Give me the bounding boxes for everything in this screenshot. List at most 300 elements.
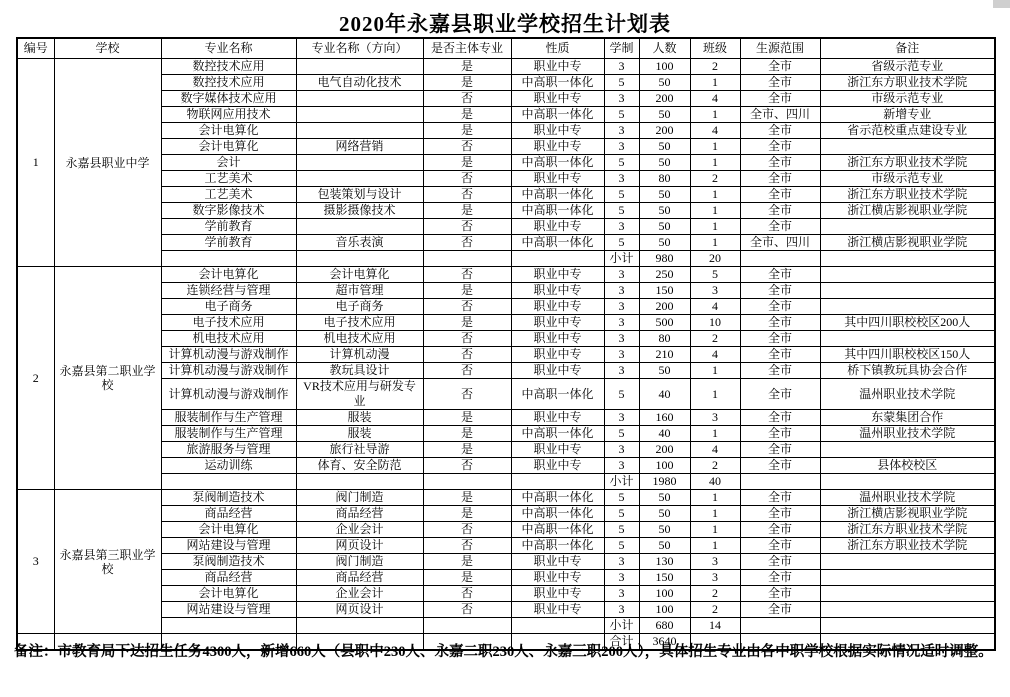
class-count: 1 (690, 522, 740, 538)
student-count: 50 (639, 155, 690, 171)
major-direction: 教玩具设计 (296, 363, 423, 379)
duration: 3 (604, 315, 639, 331)
major-direction: 商品经营 (296, 506, 423, 522)
student-count: 100 (639, 602, 690, 618)
source-region: 全市、四川 (740, 107, 820, 123)
class-count: 1 (690, 490, 740, 506)
school-number: 1 (17, 59, 54, 267)
duration: 5 (604, 203, 639, 219)
subtotal-classes: 40 (690, 474, 740, 490)
table-row (17, 522, 995, 538)
major-direction (296, 123, 423, 139)
nature: 职业中专 (511, 331, 604, 347)
col-header: 班级 (690, 38, 740, 59)
student-count: 50 (639, 187, 690, 203)
nature: 职业中专 (511, 267, 604, 283)
nature: 职业中专 (511, 139, 604, 155)
remark: 浙江横店影视职业学院 (820, 506, 995, 522)
table-row (17, 203, 995, 219)
student-count: 50 (639, 75, 690, 91)
major-direction: 计算机动漫 (296, 347, 423, 363)
source-region: 全市 (740, 458, 820, 474)
major-name: 会计电算化 (161, 139, 296, 155)
student-count: 150 (639, 283, 690, 299)
source-region: 全市 (740, 155, 820, 171)
duration: 3 (604, 554, 639, 570)
duration: 3 (604, 586, 639, 602)
empty-cell (296, 251, 423, 267)
is-main-major: 否 (423, 602, 511, 618)
table-row (17, 347, 995, 363)
major-name: 数控技术应用 (161, 75, 296, 91)
student-count: 40 (639, 426, 690, 442)
source-region: 全市 (740, 570, 820, 586)
class-count: 1 (690, 235, 740, 251)
source-region: 全市 (740, 506, 820, 522)
empty-cell (511, 251, 604, 267)
student-count: 200 (639, 442, 690, 458)
remark: 浙江横店影视职业学院 (820, 235, 995, 251)
major-direction: 网页设计 (296, 602, 423, 618)
table-row (17, 283, 995, 299)
subtotal-students: 680 (639, 618, 690, 634)
duration: 3 (604, 347, 639, 363)
duration: 3 (604, 363, 639, 379)
empty-cell (820, 618, 995, 634)
empty-cell (740, 474, 820, 490)
empty-cell (740, 251, 820, 267)
col-header: 专业名称（方向） (296, 38, 423, 59)
student-count: 50 (639, 538, 690, 554)
source-region: 全市 (740, 299, 820, 315)
col-header: 备注 (820, 38, 995, 59)
nature: 中高职一体化 (511, 538, 604, 554)
remark: 温州职业技术学院 (820, 379, 995, 410)
major-direction: 企业会计 (296, 586, 423, 602)
duration: 5 (604, 490, 639, 506)
duration: 5 (604, 538, 639, 554)
duration: 3 (604, 139, 639, 155)
student-count: 40 (639, 379, 690, 410)
class-count: 3 (690, 570, 740, 586)
nature: 职业中专 (511, 123, 604, 139)
remark: 温州职业技术学院 (820, 490, 995, 506)
major-direction (296, 59, 423, 75)
duration: 5 (604, 155, 639, 171)
table-row (17, 299, 995, 315)
duration: 3 (604, 458, 639, 474)
major-direction: 电气自动化技术 (296, 75, 423, 91)
source-region: 全市 (740, 75, 820, 91)
source-region: 全市 (740, 203, 820, 219)
source-region: 全市 (740, 267, 820, 283)
col-header: 人数 (639, 38, 690, 59)
major-name: 电子技术应用 (161, 315, 296, 331)
major-name: 旅游服务与管理 (161, 442, 296, 458)
source-region: 全市 (740, 331, 820, 347)
remark (820, 139, 995, 155)
remark: 东蒙集团合作 (820, 410, 995, 426)
class-count: 2 (690, 171, 740, 187)
is-main-major: 否 (423, 379, 511, 410)
remark (820, 219, 995, 235)
remark: 省示范校重点建设专业 (820, 123, 995, 139)
student-count: 50 (639, 203, 690, 219)
nature: 职业中专 (511, 347, 604, 363)
subtotal-label: 小计 (604, 618, 639, 634)
remark: 浙江东方职业技术学院 (820, 75, 995, 91)
remark: 其中四川职校校区150人 (820, 347, 995, 363)
subtotal-label: 小计 (604, 251, 639, 267)
class-count: 1 (690, 379, 740, 410)
source-region: 全市 (740, 379, 820, 410)
nature: 中高职一体化 (511, 75, 604, 91)
nature: 职业中专 (511, 315, 604, 331)
source-region: 全市 (740, 171, 820, 187)
major-name: 会计电算化 (161, 267, 296, 283)
remark: 县体校校区 (820, 458, 995, 474)
col-header: 学校 (54, 38, 161, 59)
empty-cell (161, 618, 296, 634)
nature: 职业中专 (511, 410, 604, 426)
empty-cell (511, 618, 604, 634)
student-count: 200 (639, 123, 690, 139)
empty-cell (423, 474, 511, 490)
is-main-major: 是 (423, 442, 511, 458)
empty-cell (161, 251, 296, 267)
nature: 中高职一体化 (511, 107, 604, 123)
remark (820, 442, 995, 458)
is-main-major: 是 (423, 59, 511, 75)
duration: 3 (604, 123, 639, 139)
remark (820, 299, 995, 315)
class-count: 1 (690, 426, 740, 442)
major-direction: 机电技术应用 (296, 331, 423, 347)
duration: 5 (604, 107, 639, 123)
student-count: 210 (639, 347, 690, 363)
source-region: 全市 (740, 490, 820, 506)
major-direction: 电子商务 (296, 299, 423, 315)
table-row (17, 602, 995, 618)
remark: 省级示范专业 (820, 59, 995, 75)
remark (820, 331, 995, 347)
is-main-major: 是 (423, 203, 511, 219)
table-row (17, 315, 995, 331)
major-name: 数字影像技术 (161, 203, 296, 219)
student-count: 100 (639, 586, 690, 602)
source-region: 全市 (740, 283, 820, 299)
empty-cell (820, 251, 995, 267)
total-label: 合计 (604, 634, 639, 651)
empty-cell (296, 474, 423, 490)
major-direction: 企业会计 (296, 522, 423, 538)
major-direction (296, 91, 423, 107)
empty-cell (511, 474, 604, 490)
empty-cell (161, 474, 296, 490)
is-main-major: 是 (423, 426, 511, 442)
major-name: 工艺美术 (161, 187, 296, 203)
is-main-major: 否 (423, 586, 511, 602)
duration: 3 (604, 602, 639, 618)
class-count: 2 (690, 586, 740, 602)
remark: 浙江东方职业技术学院 (820, 538, 995, 554)
source-region: 全市 (740, 187, 820, 203)
major-direction: 会计电算化 (296, 267, 423, 283)
class-count: 2 (690, 331, 740, 347)
major-name: 会计 (161, 155, 296, 171)
col-header: 生源范围 (740, 38, 820, 59)
is-main-major: 否 (423, 91, 511, 107)
student-count: 50 (639, 139, 690, 155)
major-direction: 阀门制造 (296, 554, 423, 570)
class-count: 1 (690, 139, 740, 155)
major-direction: 超市管理 (296, 283, 423, 299)
class-count: 2 (690, 59, 740, 75)
major-direction: 阀门制造 (296, 490, 423, 506)
subtotal-students: 980 (639, 251, 690, 267)
is-main-major: 否 (423, 522, 511, 538)
nature: 职业中专 (511, 299, 604, 315)
school-name: 永嘉县第三职业学校 (54, 490, 161, 634)
is-main-major: 否 (423, 171, 511, 187)
duration: 5 (604, 235, 639, 251)
student-count: 130 (639, 554, 690, 570)
class-count: 3 (690, 283, 740, 299)
is-main-major: 否 (423, 187, 511, 203)
subtotal-row (17, 474, 995, 490)
remark (820, 586, 995, 602)
class-count: 1 (690, 506, 740, 522)
student-count: 160 (639, 410, 690, 426)
nature: 中高职一体化 (511, 379, 604, 410)
nature: 职业中专 (511, 171, 604, 187)
table-row (17, 139, 995, 155)
student-count: 80 (639, 331, 690, 347)
school-name: 永嘉县第二职业学校 (54, 267, 161, 490)
student-count: 100 (639, 59, 690, 75)
duration: 3 (604, 171, 639, 187)
major-name: 商品经营 (161, 506, 296, 522)
empty-cell (740, 618, 820, 634)
major-direction: 音乐表演 (296, 235, 423, 251)
subtotal-classes: 14 (690, 618, 740, 634)
table-row (17, 235, 995, 251)
nature: 职业中专 (511, 458, 604, 474)
class-count: 1 (690, 538, 740, 554)
major-direction: 服装 (296, 426, 423, 442)
source-region: 全市 (740, 410, 820, 426)
table-row (17, 426, 995, 442)
source-region: 全市 (740, 219, 820, 235)
nature: 中高职一体化 (511, 506, 604, 522)
major-name: 泵阀制造技术 (161, 490, 296, 506)
source-region: 全市 (740, 139, 820, 155)
duration: 3 (604, 299, 639, 315)
table-header (17, 38, 995, 59)
is-main-major: 是 (423, 107, 511, 123)
major-direction: 摄影摄像技术 (296, 203, 423, 219)
class-count: 3 (690, 410, 740, 426)
footnote: 备注：市教育局下达招生任务4300人，新增660人（县职中230人、永嘉二职230人、永嘉三职200人），具体招生专业由各中职学校根据实际情况适时调整。 (14, 644, 993, 660)
source-region: 全市 (740, 426, 820, 442)
table-row (17, 570, 995, 586)
table-row (17, 379, 995, 410)
class-count: 1 (690, 219, 740, 235)
table-row (17, 331, 995, 347)
major-direction: 服装 (296, 410, 423, 426)
student-count: 200 (639, 91, 690, 107)
class-count: 1 (690, 203, 740, 219)
scrollbar-fragment (993, 0, 1010, 8)
nature: 职业中专 (511, 554, 604, 570)
student-count: 50 (639, 219, 690, 235)
student-count: 250 (639, 267, 690, 283)
major-name: 连锁经营与管理 (161, 283, 296, 299)
major-name: 泵阀制造技术 (161, 554, 296, 570)
class-count: 1 (690, 187, 740, 203)
is-main-major: 否 (423, 347, 511, 363)
table-row (17, 410, 995, 426)
duration: 5 (604, 506, 639, 522)
major-name: 数字媒体技术应用 (161, 91, 296, 107)
class-count: 4 (690, 299, 740, 315)
nature: 职业中专 (511, 586, 604, 602)
student-count: 50 (639, 490, 690, 506)
class-count: 3 (690, 554, 740, 570)
is-main-major: 否 (423, 139, 511, 155)
duration: 3 (604, 442, 639, 458)
table-row (17, 538, 995, 554)
duration: 5 (604, 426, 639, 442)
is-main-major: 否 (423, 235, 511, 251)
duration: 3 (604, 570, 639, 586)
table-row (17, 586, 995, 602)
nature: 职业中专 (511, 219, 604, 235)
is-main-major: 否 (423, 299, 511, 315)
major-direction: 网页设计 (296, 538, 423, 554)
nature: 职业中专 (511, 283, 604, 299)
major-direction: 电子技术应用 (296, 315, 423, 331)
empty-cell (820, 474, 995, 490)
subtotal-label: 小计 (604, 474, 639, 490)
school-name: 永嘉县职业中学 (54, 59, 161, 267)
duration: 3 (604, 410, 639, 426)
nature: 中高职一体化 (511, 426, 604, 442)
student-count: 50 (639, 235, 690, 251)
is-main-major: 否 (423, 219, 511, 235)
is-main-major: 是 (423, 155, 511, 171)
is-main-major: 是 (423, 554, 511, 570)
table-row (17, 554, 995, 570)
major-direction: 旅行社导游 (296, 442, 423, 458)
source-region: 全市 (740, 123, 820, 139)
student-count: 80 (639, 171, 690, 187)
major-direction: 包装策划与设计 (296, 187, 423, 203)
source-region: 全市 (740, 363, 820, 379)
major-name: 机电技术应用 (161, 331, 296, 347)
student-count: 50 (639, 506, 690, 522)
is-main-major: 是 (423, 123, 511, 139)
major-name: 商品经营 (161, 570, 296, 586)
col-header: 性质 (511, 38, 604, 59)
nature: 中高职一体化 (511, 187, 604, 203)
source-region: 全市 (740, 538, 820, 554)
header-row (17, 38, 995, 59)
class-count: 1 (690, 363, 740, 379)
table-row (17, 75, 995, 91)
duration: 3 (604, 267, 639, 283)
table-row (17, 155, 995, 171)
remark (820, 570, 995, 586)
table-row (17, 442, 995, 458)
page-title: 2020年永嘉县职业学校招生计划表 (339, 12, 671, 36)
subtotal-classes: 20 (690, 251, 740, 267)
source-region: 全市 (740, 522, 820, 538)
source-region: 全市 (740, 347, 820, 363)
nature: 职业中专 (511, 602, 604, 618)
remark: 桥下镇教玩具协会合作 (820, 363, 995, 379)
is-main-major: 是 (423, 570, 511, 586)
remark (820, 267, 995, 283)
major-name: 学前教育 (161, 219, 296, 235)
col-header: 学制 (604, 38, 639, 59)
col-header: 专业名称 (161, 38, 296, 59)
remark (820, 283, 995, 299)
school-number: 3 (17, 490, 54, 634)
student-count: 100 (639, 458, 690, 474)
duration: 3 (604, 91, 639, 107)
nature: 职业中专 (511, 363, 604, 379)
table-row (17, 267, 995, 283)
class-count: 4 (690, 442, 740, 458)
duration: 5 (604, 379, 639, 410)
nature: 职业中专 (511, 570, 604, 586)
nature: 职业中专 (511, 91, 604, 107)
class-count: 4 (690, 347, 740, 363)
major-name: 学前教育 (161, 235, 296, 251)
remark: 温州职业技术学院 (820, 426, 995, 442)
class-count: 1 (690, 75, 740, 91)
table-row (17, 107, 995, 123)
is-main-major: 是 (423, 75, 511, 91)
class-count: 10 (690, 315, 740, 331)
table-row (17, 59, 995, 75)
duration: 3 (604, 331, 639, 347)
table-row (17, 506, 995, 522)
total-students: 3640 (639, 634, 690, 651)
student-count: 50 (639, 522, 690, 538)
source-region: 全市、四川 (740, 235, 820, 251)
enrollment-table (16, 37, 996, 651)
remark (820, 554, 995, 570)
table-row (17, 219, 995, 235)
class-count: 5 (690, 267, 740, 283)
nature: 中高职一体化 (511, 155, 604, 171)
table-body (17, 59, 995, 651)
duration: 3 (604, 219, 639, 235)
source-region: 全市 (740, 442, 820, 458)
nature: 中高职一体化 (511, 235, 604, 251)
subtotal-students: 1980 (639, 474, 690, 490)
is-main-major: 是 (423, 410, 511, 426)
subtotal-row (17, 251, 995, 267)
class-count: 1 (690, 107, 740, 123)
source-region: 全市 (740, 91, 820, 107)
table-row (17, 123, 995, 139)
is-main-major: 否 (423, 363, 511, 379)
class-count: 2 (690, 602, 740, 618)
is-main-major: 是 (423, 315, 511, 331)
